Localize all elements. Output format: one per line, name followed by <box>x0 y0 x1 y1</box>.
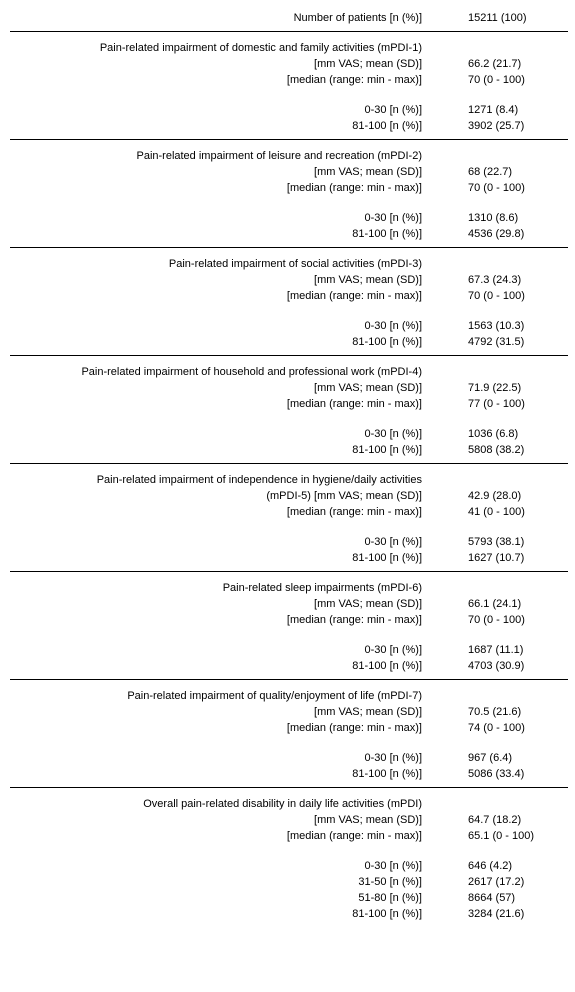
row-value: 67.3 (24.3) <box>468 274 522 286</box>
table-row <box>10 334 568 350</box>
table-section <box>10 688 568 796</box>
section-divider <box>10 571 568 580</box>
row-value: 646 (4.2) <box>468 860 513 872</box>
row-label: [mm VAS; mean (SD)] <box>314 598 422 610</box>
table-section <box>10 256 568 364</box>
row-label: 81-100 [n (%)] <box>352 552 422 564</box>
row-value: 70 (0 - 100) <box>468 74 525 86</box>
row-label: 51-80 [n (%)] <box>358 892 422 904</box>
table-row <box>10 534 568 550</box>
table-row <box>10 658 568 674</box>
table-row <box>10 10 568 26</box>
row-label: [mm VAS; mean (SD)] <box>314 814 422 826</box>
row-value: 70 (0 - 100) <box>468 182 525 194</box>
table-row <box>10 164 568 180</box>
section-divider <box>10 787 568 796</box>
table-row <box>10 118 568 134</box>
table-sections <box>10 40 568 922</box>
table-row <box>10 318 568 334</box>
row-label: 0-30 [n (%)] <box>364 428 422 440</box>
table-section <box>10 148 568 256</box>
row-value: 967 (6.4) <box>468 752 513 764</box>
row-gap <box>10 412 568 426</box>
table-row <box>10 720 568 736</box>
table-row <box>10 890 568 906</box>
row-label: Pain-related impairment of household and professional work (mPDI-4) <box>81 366 422 378</box>
row-label: 0-30 [n (%)] <box>364 536 422 548</box>
row-value: 15211 (100) <box>468 12 527 24</box>
table-row <box>10 364 568 380</box>
row-value: 1036 (6.8) <box>468 428 519 440</box>
table-row <box>10 272 568 288</box>
table-row <box>10 148 568 164</box>
row-value: 65.1 (0 - 100) <box>468 830 535 842</box>
table-row <box>10 612 568 628</box>
row-label: Overall pain-related disability in daily life activities (mPDI) <box>143 798 422 810</box>
row-label: Number of patients [n (%)] <box>293 12 422 24</box>
table-row <box>10 226 568 242</box>
table-row <box>10 504 568 520</box>
table-row <box>10 688 568 704</box>
row-value: 5086 (33.4) <box>468 768 525 780</box>
row-label: 81-100 [n (%)] <box>352 660 422 672</box>
row-label: 81-100 [n (%)] <box>352 444 422 456</box>
section-divider <box>10 355 568 364</box>
row-value: 74 (0 - 100) <box>468 722 525 734</box>
table-row <box>10 796 568 812</box>
row-label: Pain-related impairment of independence in hygiene/daily activities <box>96 474 422 486</box>
table-row <box>10 828 568 844</box>
row-value: 70 (0 - 100) <box>468 614 525 626</box>
table-row <box>10 550 568 566</box>
row-value: 68 (22.7) <box>468 166 513 178</box>
table-row <box>10 256 568 272</box>
row-label: [median (range: min - max)] <box>286 722 422 734</box>
table-section <box>10 796 568 922</box>
row-label: [median (range: min - max)] <box>286 506 422 518</box>
row-label: [median (range: min - max)] <box>286 398 422 410</box>
table-section <box>10 472 568 580</box>
row-gap <box>10 736 568 750</box>
row-label: 0-30 [n (%)] <box>364 860 422 872</box>
section-divider <box>10 679 568 688</box>
table-row <box>10 426 568 442</box>
row-label: [median (range: min - max)] <box>286 74 422 86</box>
row-value: 64.7 (18.2) <box>468 814 522 826</box>
table-row <box>10 56 568 72</box>
row-label: 31-50 [n (%)] <box>358 876 422 888</box>
row-gap <box>10 304 568 318</box>
table-row <box>10 102 568 118</box>
row-gap <box>10 520 568 534</box>
table-section <box>10 40 568 148</box>
row-label: Pain-related impairment of social activities (mPDI-3) <box>168 258 422 270</box>
row-value: 4792 (31.5) <box>468 336 525 348</box>
table-row <box>10 442 568 458</box>
table-row <box>10 488 568 504</box>
row-label: 0-30 [n (%)] <box>364 320 422 332</box>
row-value: 1627 (10.7) <box>468 552 525 564</box>
row-value: 70.5 (21.6) <box>468 706 522 718</box>
row-label: 0-30 [n (%)] <box>364 644 422 656</box>
row-value: 77 (0 - 100) <box>468 398 525 410</box>
table-row <box>10 40 568 56</box>
row-gap <box>10 628 568 642</box>
row-value: 1271 (8.4) <box>468 104 519 116</box>
table-row <box>10 472 568 488</box>
table-row <box>10 580 568 596</box>
table-row <box>10 906 568 922</box>
row-value: 2617 (17.2) <box>468 876 525 888</box>
table-row <box>10 858 568 874</box>
row-value: 1563 (10.3) <box>468 320 525 332</box>
row-label: Pain-related impairment of domestic and family activities (mPDI-1) <box>99 42 422 54</box>
row-label: 81-100 [n (%)] <box>352 120 422 132</box>
row-value: 3902 (25.7) <box>468 120 525 132</box>
row-label: (mPDI-5) [mm VAS; mean (SD)] <box>266 490 422 502</box>
table-row <box>10 812 568 828</box>
table-row <box>10 380 568 396</box>
table-row <box>10 72 568 88</box>
row-gap <box>10 88 568 102</box>
row-label: [median (range: min - max)] <box>286 182 422 194</box>
table-row <box>10 288 568 304</box>
table-row <box>10 596 568 612</box>
row-value: 5793 (38.1) <box>468 536 525 548</box>
table-row <box>10 180 568 196</box>
table-row <box>10 210 568 226</box>
row-label: [median (range: min - max)] <box>286 290 422 302</box>
section-divider <box>10 247 568 256</box>
row-value: 4703 (30.9) <box>468 660 525 672</box>
row-value: 42.9 (28.0) <box>468 490 522 502</box>
table-row <box>10 642 568 658</box>
table-row <box>10 704 568 720</box>
row-label: Pain-related sleep impairments (mPDI-6) <box>222 582 422 594</box>
table-row <box>10 766 568 782</box>
row-label: Pain-related impairment of quality/enjoyment of life (mPDI-7) <box>127 690 422 702</box>
row-label: 0-30 [n (%)] <box>364 212 422 224</box>
row-label: 0-30 [n (%)] <box>364 104 422 116</box>
row-label: 81-100 [n (%)] <box>352 336 422 348</box>
row-value: 66.1 (24.1) <box>468 598 522 610</box>
row-label: [mm VAS; mean (SD)] <box>314 382 422 394</box>
row-gap <box>10 196 568 210</box>
table-section <box>10 580 568 688</box>
table-row <box>10 750 568 766</box>
row-label: Pain-related impairment of leisure and recreation (mPDI-2) <box>136 150 422 162</box>
table-row <box>10 874 568 890</box>
row-value: 8664 (57) <box>468 892 516 904</box>
row-label: [median (range: min - max)] <box>286 830 422 842</box>
row-label: [mm VAS; mean (SD)] <box>314 166 422 178</box>
row-label: 81-100 [n (%)] <box>352 768 422 780</box>
row-label: 81-100 [n (%)] <box>352 228 422 240</box>
row-value: 66.2 (21.7) <box>468 58 522 70</box>
row-label: [mm VAS; mean (SD)] <box>314 274 422 286</box>
row-value: 5808 (38.2) <box>468 444 525 456</box>
section-divider <box>10 139 568 148</box>
row-gap <box>10 844 568 858</box>
row-value: 3284 (21.6) <box>468 908 525 920</box>
section-divider <box>10 463 568 472</box>
table-row <box>10 396 568 412</box>
data-table <box>10 0 568 922</box>
row-value: 41 (0 - 100) <box>468 506 525 518</box>
section-divider <box>10 31 568 40</box>
row-value: 70 (0 - 100) <box>468 290 525 302</box>
row-value: 71.9 (22.5) <box>468 382 522 394</box>
row-label: [mm VAS; mean (SD)] <box>314 706 422 718</box>
table-section <box>10 364 568 472</box>
row-value: 1310 (8.6) <box>468 212 519 224</box>
row-value: 1687 (11.1) <box>468 644 524 656</box>
row-label: [mm VAS; mean (SD)] <box>314 58 422 70</box>
row-label: 81-100 [n (%)] <box>352 908 422 920</box>
row-label: [median (range: min - max)] <box>286 614 422 626</box>
row-value: 4536 (29.8) <box>468 228 525 240</box>
row-label: 0-30 [n (%)] <box>364 752 422 764</box>
